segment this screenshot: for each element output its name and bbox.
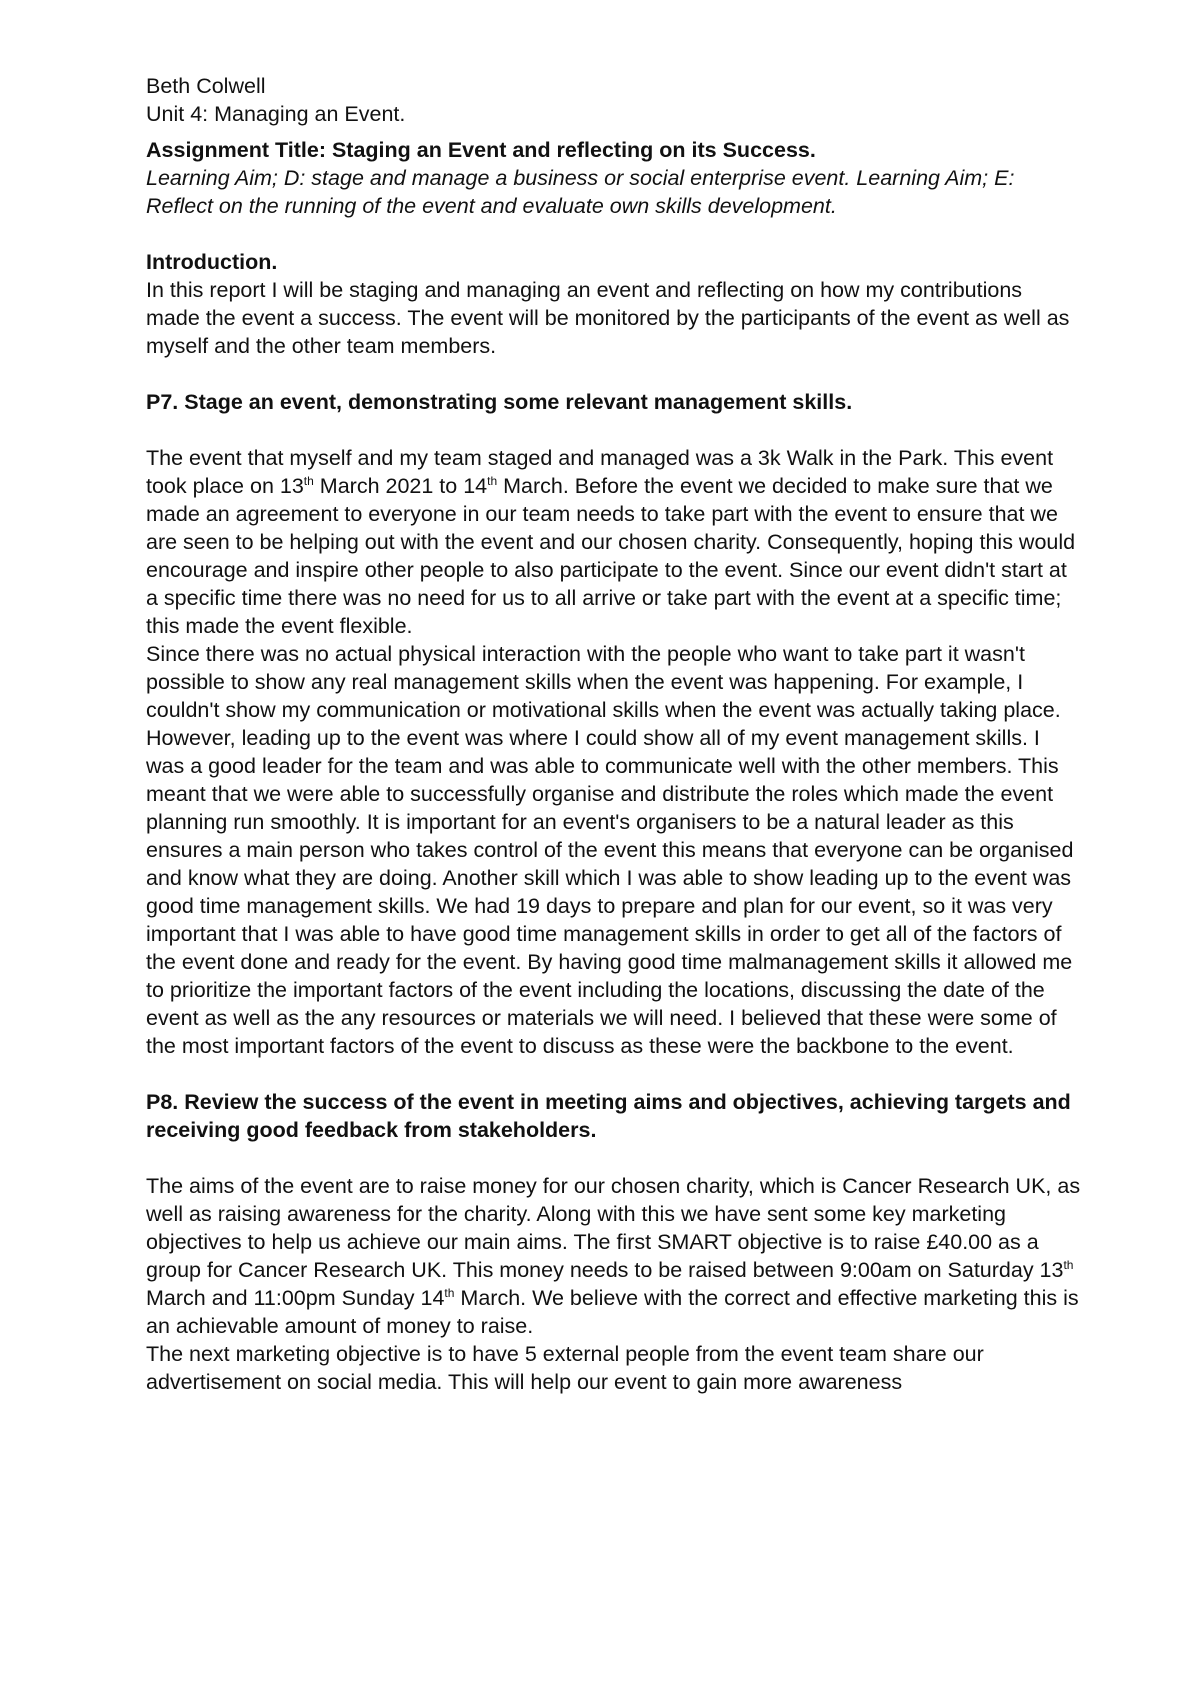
p8-superscript-2: th xyxy=(444,1286,455,1300)
p7-superscript-1: th xyxy=(303,474,314,488)
p7-heading: P7. Stage an event, demonstrating some relevant management skills. xyxy=(146,390,853,414)
unit-title: Unit 4: Managing an Event. xyxy=(146,102,406,126)
p7-paragraph-1 xyxy=(146,444,1081,640)
p7-superscript-2: th xyxy=(487,474,498,488)
introduction-heading: Introduction. xyxy=(146,250,278,274)
p8-paragraph-2: The next marketing objective is to have 5 external people from the event team share our advertisement on social media. This will help our event to gain more awareness xyxy=(146,1342,984,1394)
learning-aims: Learning Aim; D: stage and manage a business or social enterprise event. Learning Aim; E: Reflect on the running of the event and evaluate own skills development. xyxy=(146,166,1015,218)
p8-paragraph-1 xyxy=(146,1172,1081,1340)
document-page xyxy=(146,72,1081,1396)
assignment-title: Assignment Title: Staging an Event and reflecting on its Success. xyxy=(146,138,816,162)
p8-paragraph-1-text-b: March and 11:00pm Sunday 14 xyxy=(146,1286,445,1310)
p7-paragraph-1-text-b: March 2021 to 14 xyxy=(313,474,488,498)
p7-paragraph-1-text-c: March. Before the event we decided to make sure that we made an agreement to everyone in our team needs to take part with the event to ensure that we are seen to be helping out with the event and our chosen charity. Consequently, hoping this would encourage and inspire other people to also participate to the event. Since our event didn't start at a specific time there was no need for us to all arrive or take part with the event at a specific time; this made the event flexible. xyxy=(146,474,1076,638)
p7-paragraph-1-text-a: The event that myself and my team staged and managed was a 3k Walk in the Park. This event took place on 13 xyxy=(146,446,1054,498)
p7-paragraph-3: However, leading up to the event was where I could show all of my event management skills. I was a good leader for the team and was able to communicate well with the other members. This meant that we were able to successfully organise and distribute the roles which made the event planning run smoothly. It is important for an event's organisers to be a natural leader as this ensures a main person who takes control of the event this means that everyone can be organised and know what they are doing. Another skill which I was able to show leading up to the event was good time management skills. We had 19 days to prepare and plan for our event, so it was very important that I was able to have good time management skills in order to get all of the factors of the event done and ready for the event. By having good time malmanagement skills it allowed me to prioritize the important factors of the event including the locations, discussing the date of the event as well as the any resources or materials we will need. I believed that these were some of the most important factors of the event to discuss as these were the backbone to the event. xyxy=(146,726,1074,1058)
introduction-body: In this report I will be staging and managing an event and reflecting on how my contributions made the event a success. The event will be monitored by the participants of the event as well as myself and the other team members. xyxy=(146,278,1070,358)
p8-superscript-1: th xyxy=(1063,1258,1074,1272)
p8-paragraph-1-text-a: The aims of the event are to raise money for our chosen charity, which is Cancer Research UK, as well as raising awareness for the charity. Along with this we have sent some key marketing objectives to help us achieve our main aims. The first SMART objective is to raise £40.00 as a group for Cancer Research UK. This money needs to be raised between 9:00am on Saturday 13 xyxy=(146,1174,1081,1282)
p8-paragraph-1-text-c: March. We believe with the correct and effective marketing this is an achievable amount of money to raise. xyxy=(146,1286,1079,1338)
p7-paragraph-2: Since there was no actual physical interaction with the people who want to take part it wasn't possible to show any real management skills when the event was happening. For example, I couldn't show my communication or motivational skills when the event was actually taking place. xyxy=(146,642,1061,722)
author-name: Beth Colwell xyxy=(146,74,266,98)
p8-heading: P8. Review the success of the event in meeting aims and objectives, achieving targets and receiving good feedback from stakeholders. xyxy=(146,1090,1071,1142)
